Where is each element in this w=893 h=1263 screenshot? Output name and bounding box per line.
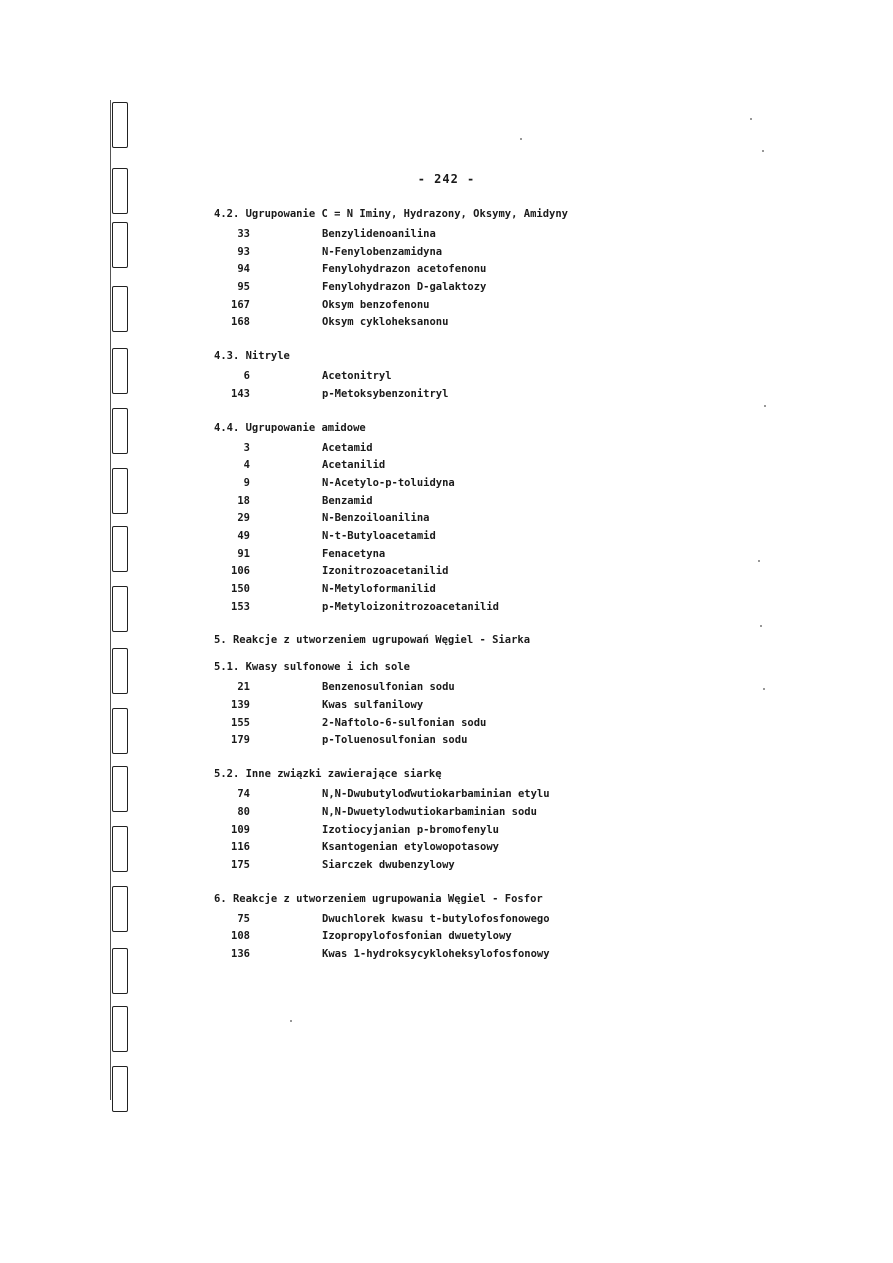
compound-number: 139: [231, 699, 250, 712]
list-item: [214, 386, 774, 404]
list-item: [214, 822, 774, 840]
list-item: [214, 928, 774, 946]
binding-ring: [112, 348, 128, 394]
list-item: [214, 261, 774, 279]
list-item: [214, 599, 774, 617]
list-item: [214, 697, 774, 715]
list-item: [214, 581, 774, 599]
compound-number: 143: [231, 387, 250, 400]
list-item: [214, 946, 774, 964]
binding-ring: [112, 408, 128, 454]
scan-speck: [762, 150, 764, 152]
binding-ring: [112, 708, 128, 754]
binding-ring: [112, 526, 128, 572]
compound-number: 91: [237, 547, 250, 560]
compound-number: 175: [231, 858, 250, 871]
section: [214, 891, 774, 964]
list-item: [214, 679, 774, 697]
compound-name: Dwuchlorek kwasu t-butylofosfonowego: [322, 912, 550, 925]
compound-name: Izotiocyjanian p-bromofenylu: [322, 823, 500, 836]
compound-name: Acetamid: [322, 441, 373, 454]
compound-number: 116: [231, 841, 250, 854]
scan-speck: [750, 118, 752, 120]
section: [214, 206, 774, 332]
binding-ring: [112, 948, 128, 994]
binding-ring: [112, 222, 128, 268]
binding-ring: [112, 1006, 128, 1052]
binding-ring: [112, 586, 128, 632]
compound-number: 150: [231, 583, 250, 595]
list-item: [214, 804, 774, 822]
compound-name: N-t-Butyloacetamid: [322, 529, 436, 542]
compound-name: 2-Naftolo-6-sulfonian sodu: [322, 716, 487, 729]
section: [214, 420, 774, 617]
compound-name: Izonitrozoacetanilid: [322, 565, 449, 578]
scan-speck: [520, 138, 522, 140]
compound-name: Acetanilid: [322, 459, 386, 472]
list-item: [214, 732, 774, 750]
compound-number: 75: [237, 912, 250, 925]
page-number: - 242 -: [417, 172, 476, 186]
compound-number: 80: [237, 805, 250, 818]
compound-number: 168: [231, 316, 250, 329]
list-item: [214, 493, 774, 511]
compound-number: 109: [231, 823, 250, 836]
compound-name: Benzylidenoanilina: [322, 228, 436, 240]
compound-name: Fenacetyna: [322, 547, 386, 560]
compound-number: 3: [243, 441, 250, 454]
section: [214, 348, 774, 403]
compound-name: Fenylohydrazon acetofenonu: [322, 263, 487, 276]
compound-name: N-Acetylo-p-toluidyna: [322, 476, 455, 489]
compound-name: N,N-Dwuetylodwutiokarbaminian sodu: [322, 805, 537, 818]
binding-ring: [112, 286, 128, 332]
section-heading: 4.3. Nitryle: [214, 350, 290, 363]
binding-ring: [112, 648, 128, 694]
compound-number: 179: [231, 734, 250, 747]
compound-number: 33: [237, 228, 250, 240]
section-heading: 4.4. Ugrupowanie amidowe: [214, 421, 366, 434]
compound-number: 29: [237, 512, 250, 525]
list-item: [214, 715, 774, 733]
compound-name: Oksym cykloheksanonu: [322, 316, 449, 329]
compound-name: Kwas 1-hydroksycykloheksylofosfonowy: [322, 947, 550, 960]
section-heading: 6. Reakcje z utworzeniem ugrupowania Węgiel - Fosfor: [214, 892, 543, 905]
compound-number: 95: [237, 281, 250, 294]
compound-name: Oksym benzofenonu: [322, 298, 430, 311]
list-item: [214, 226, 774, 244]
compound-number: 153: [231, 600, 250, 613]
compound-name: N-Fenylobenzamidyna: [322, 245, 443, 258]
binding-ring: [112, 1066, 128, 1112]
section: [214, 659, 774, 750]
compound-number: 136: [231, 947, 250, 960]
binding-ring: [112, 468, 128, 514]
compound-number: 6: [243, 370, 250, 383]
compound-name: Acetonitryl: [322, 370, 392, 383]
section-heading: 5.1. Kwasy sulfonowe i ich sole: [214, 661, 410, 674]
compound-name: Fenylohydrazon D-galaktozy: [322, 281, 487, 294]
compound-name: p-Metyloizonitrozoacetanilid: [322, 600, 500, 613]
compound-name: N,N-Dwubutyloďwutiokarbaminian etylu: [322, 788, 550, 801]
compound-number: 94: [237, 263, 250, 276]
binding-spine: [110, 100, 111, 1100]
compound-number: 4: [243, 459, 250, 472]
compound-name: N-Benzoiloanilina: [322, 512, 430, 525]
compound-number: 93: [237, 245, 250, 258]
compound-name: Benzamid: [322, 494, 373, 507]
list-item: [214, 279, 774, 297]
list-item: [214, 546, 774, 564]
list-item: [214, 368, 774, 386]
compound-number: 155: [231, 716, 250, 729]
list-item: [214, 244, 774, 262]
compound-number: 74: [237, 788, 250, 801]
list-item: [214, 839, 774, 857]
section-heading: 5.2. Inne związki zawierające siarkę: [214, 768, 442, 781]
compound-number: 9: [243, 476, 250, 489]
compound-name: Kwas sulfanilowy: [322, 699, 424, 712]
list-item: [214, 786, 774, 804]
list-item: [214, 457, 774, 475]
list-item: [214, 314, 774, 332]
list-item: [214, 857, 774, 875]
compound-name: Benzenosulfonian sodu: [322, 681, 455, 694]
section: [214, 632, 774, 649]
list-item: [214, 563, 774, 581]
compound-number: 106: [231, 565, 250, 578]
compound-name: p-Toluenosulfonian sodu: [322, 734, 468, 747]
compound-number: 108: [231, 930, 250, 943]
section-heading: 5. Reakcje z utworzeniem ugrupowań Węgiel - Siarka: [214, 634, 531, 647]
list-item: [214, 528, 774, 546]
compound-name: Siarczek dwubenzylowy: [322, 858, 455, 871]
compound-name: Ksantogenian etylowopotasowy: [322, 841, 500, 854]
spiral-binding: [108, 100, 134, 1100]
binding-ring: [112, 826, 128, 872]
binding-ring: [112, 886, 128, 932]
list-item: [214, 911, 774, 929]
list-item: [214, 510, 774, 528]
list-item: [214, 440, 774, 458]
compound-number: 21: [237, 681, 250, 694]
compound-number: 18: [237, 494, 250, 507]
compound-name: p-Metoksybenzonitryl: [322, 387, 449, 400]
scan-speck: [290, 1020, 292, 1022]
document-content: [214, 206, 774, 980]
list-item: [214, 297, 774, 315]
section-heading: 4.2. Ugrupowanie C = N Iminy, Hydrazony, Oksymy, Amidyny: [214, 208, 569, 220]
binding-ring: [112, 102, 128, 148]
compound-name: N-Metyloformanilid: [322, 583, 436, 595]
section: [214, 766, 774, 874]
binding-ring: [112, 766, 128, 812]
compound-number: 167: [231, 298, 250, 311]
list-item: [214, 475, 774, 493]
compound-name: Izopropylofosfonian dwuetylowy: [322, 930, 512, 943]
compound-number: 49: [237, 529, 250, 542]
